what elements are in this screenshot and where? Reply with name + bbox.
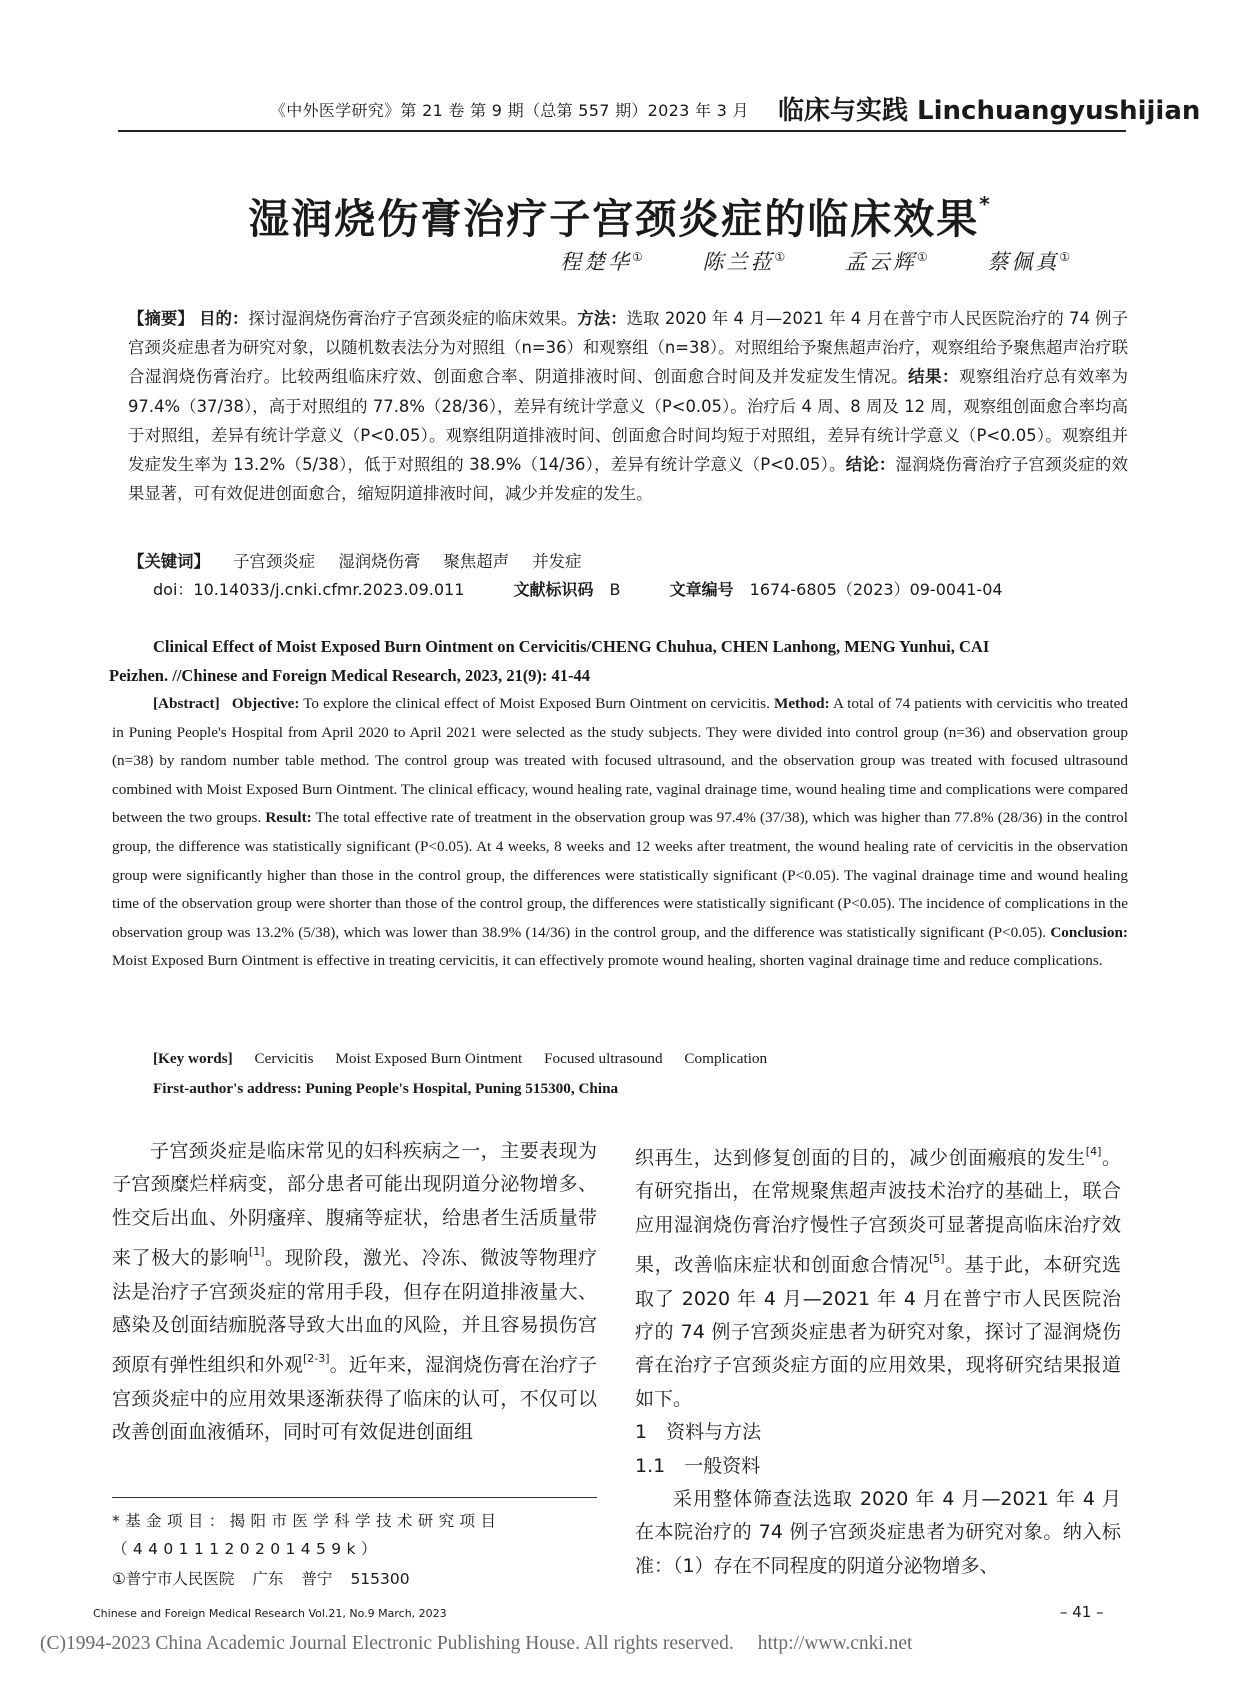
footnote [112,1507,597,1593]
fund-note: *基金项目：揭阳市医学科学技术研究项目（44011120201459k） [112,1512,502,1558]
abstract-cn: 【摘要】 目的：探讨湿润烧伤膏治疗子宫颈炎症的临床效果。方法：选取 2020 年 4 月—2021 年 4 月在普宁市人民医院治疗的 74 例子宫颈炎症患者为研究对象，以随机数表法分为对照组（n=36）和观察组（n=38）。对照组给予聚焦超声治疗，观察组给予聚焦超声治疗联合湿润烧伤膏治疗。比较两组临床疗效、创面愈合率、阴道排液时间、创面愈合时间及并发症发生情况。结果：观察组治疗总有效率为 97.4%（37/38），高于对照组的 77.8%（28/36），差异有统计学意义（P<0.05）。治疗后 4 周、8 周及 12 周，观察组创面愈合率均高于对照组，差异有统计学意义（P<0.05）。观察组阴道排液时间、创面愈合时间均短于对照组，差异有统计学意义（P<0.05）。观察组并发症发生率为 13.2%（5/38），低于对照组的 38.9%（14/36），差异有统计学意义（P<0.05）。结论：湿润烧伤膏治疗子宫颈炎症的效果显著，可有效促进创面愈合，缩短阴道排液时间，减少并发症的发生。 [128,309,1129,504]
keyword: 湿润烧伤膏 [338,552,421,571]
doi: doi：10.14033/j.cnki.cfmr.2023.09.011 [153,580,465,599]
first-author-address: First-author's address: Puning People's Hospital, Puning 515300, China [153,1080,619,1097]
doi-line: doi：10.14033/j.cnki.cfmr.2023.09.011 文献标识码 B 文章编号 1674-6805（2023）09-0041-04 [153,580,1003,599]
author: 孟云辉① [844,250,928,274]
article-title: 湿润烧伤膏治疗子宫颈炎症的临床效果* [248,192,992,243]
conclusion-label: 结论： [845,455,896,475]
citation: [2-3] [303,1352,330,1366]
author-list [560,246,1100,276]
section-header: 临床与实践 Linchuangyushijian [778,96,1201,126]
body-column-left [112,1135,597,1450]
header-rule [118,130,1126,132]
author: 程楚华① [560,250,643,274]
journal-header: 《中外医学研究》第 21 卷 第 9 期（总第 557 期）2023 年 3 月 [270,101,749,120]
footer-journal: Chinese and Foreign Medical Research Vol.21, No.9 March, 2023 [93,1607,447,1620]
footnote-rule [112,1497,597,1498]
abstract-label: 【摘要】 [128,309,194,328]
english-title: Clinical Effect of Moist Exposed Burn Ointment on Cervicitis/CHENG Chuhua, CHEN Lanhong, MENG Yunhui, CAI Peizhen. //Chinese and Foreign Medical Research, 2023, 21(9): 41-44 [109,637,990,685]
keyword: 聚焦超声 [443,552,510,571]
title-footnote-mark: * [979,192,992,216]
keyword: 并发症 [532,552,582,571]
body-paragraph: 子宫颈炎症是临床常见的妇科疾病之一，主要表现为子宫颈糜烂样病变，部分患者可能出现阴道分泌物增多、性交后出血、外阴瘙痒、腹痛等症状，给患者生活质量带来了极大的影响[1]。现阶段，激光、冷冻、微波等物理疗法是治疗子宫颈炎症的常用手段，但存在阴道排液量大、感染及创面结痂脱落导致大出血的风险，并且容易损伤宫颈原有弹性组织和外观[2-3]。近年来，湿润烧伤膏在治疗子宫颈炎症中的应用效果逐渐获得了临床的认可，不仅可以改善创面血液循环，同时可有效促进创面组 [112,1140,597,1444]
body-paragraph: 织再生，达到修复创面的目的，减少创面瘢痕的发生[4]。有研究指出，在常规聚焦超声波技术治疗的基础上，联合应用湿润烧伤膏治疗慢性子宫颈炎可显著提高临床治疗效果，改善临床症状和创面愈合情况[5]。基于此，本研究选取了 2020 年 4 月—2021 年 4 月在普宁市人民医院治疗的 74 例子宫颈炎症患者为研究对象，探讨了湿润烧伤膏在治疗子宫颈炎症方面的应用效果，现将研究结果报道如下。 [635,1145,1121,1410]
keyword: 子宫颈炎症 [233,552,316,571]
page-number: – 41 – [1060,1603,1104,1621]
section-heading: 1 资料与方法 [635,1421,762,1444]
citation: [5] [929,1252,945,1266]
cnki-link[interactable]: http://www.cnki.net [757,1633,913,1654]
method-label: 方法： [577,309,627,328]
result-label: 结果： [908,367,959,387]
affiliation-note: ①普宁市人民医院 广东 普宁 515300 [112,1570,410,1588]
keywords-cn: 【关键词】 子宫颈炎症 湿润烧伤膏 聚焦超声 并发症 [128,552,582,571]
subsection-heading: 1.1 一般资料 [635,1454,761,1477]
citation: [4] [1085,1145,1102,1158]
citation: [1] [248,1245,265,1259]
author: 陈兰菈① [702,250,786,274]
abstract-en: [Abstract] Objective: To explore the clinical effect of Moist Exposed Burn Ointment on cervicitis. Method: A total of 74 patients with cervicitis who treated in Puning People's Hospital from April 2020 to April 2021 were selected as the study subjects. They were divided into control group (n=36) and observation group (n=38) by random number table method. The control group was treated with focused ultrasound, and the observation group was treated with focused ultrasound combined with Moist Exposed Burn Ointment. The clinical efficacy, wound healing rate, vaginal drainage time, wound healing time and complications were compared between the two groups. Result: The total effective rate of treatment in the observation group was 97.4% (37/38), which was higher than 77.8% (28/36) in the control group, the difference was statistically significant (P<0.05). At 4 weeks, 8 weeks and 12 weeks after treatment, the wound healing rate of cervicitis in the observation group were significantly higher than those in the control group, the differences were statistically significant (P<0.05). The vaginal drainage time and wound healing time of the observation group were shorter than those of the control group, the differences were statistically significant (P<0.05). The incidence of complications in the observation group was 13.2% (5/38), which was lower than 38.9% (14/36) in the control group, and the difference was statistically significant (P<0.05). Conclusion: Moist Exposed Burn Ointment is effective in treating cervicitis, it can effectively promote wound healing, shorten vaginal drainage time and reduce complications. [112,695,1129,970]
body-column-right [635,1135,1121,1583]
keyword: Moist Exposed Burn Ointment [335,1050,523,1067]
body-paragraph: 采用整体筛查法选取 2020 年 4 月—2021 年 4 月在本院治疗的 74 例子宫颈炎症患者为研究对象。纳入标准：（1）存在不同程度的阴道分泌物增多、 [635,1488,1121,1577]
objective-label: 目的： [199,309,249,328]
copyright-line: (C)1994-2023 China Academic Journal Electronic Publishing House. All rights reserved. http://www.cnki.net [40,1633,913,1654]
author: 蔡佩真① [987,250,1071,274]
keyword: Cervicitis [254,1050,314,1067]
keyword: Complication [684,1050,768,1067]
keyword: Focused ultrasound [544,1050,663,1067]
keywords-en: [Key words] Cervicitis Moist Exposed Burn Ointment Focused ultrasound Complication [153,1050,768,1067]
